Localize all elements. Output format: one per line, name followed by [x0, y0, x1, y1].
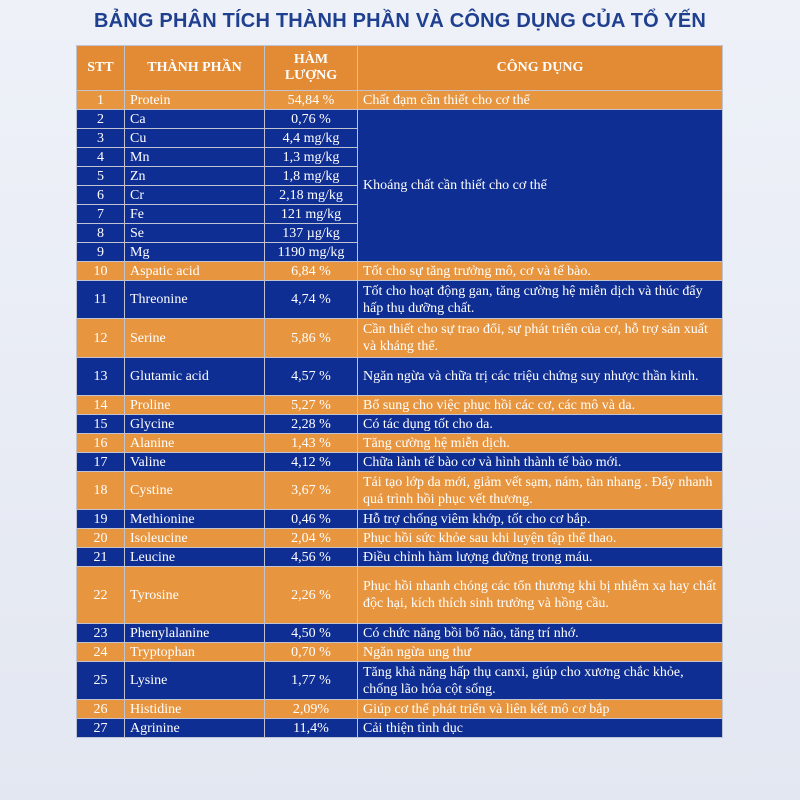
composition-table [76, 45, 723, 738]
row-stt: 25 [77, 662, 125, 700]
row-amount: 4,74 % [265, 281, 358, 319]
table-row [77, 281, 723, 319]
table-row [77, 700, 723, 719]
row-stt: 26 [77, 700, 125, 719]
row-amount: 4,50 % [265, 624, 358, 643]
row-component: Mg [125, 243, 265, 262]
row-use: Bổ sung cho việc phục hồi các cơ, các mô và da. [358, 396, 723, 415]
row-component: Cr [125, 186, 265, 205]
row-stt: 14 [77, 396, 125, 415]
table-row [77, 643, 723, 662]
row-stt: 1 [77, 91, 125, 110]
row-stt: 9 [77, 243, 125, 262]
row-component: Mn [125, 148, 265, 167]
row-use: Điều chỉnh hàm lượng đường trong máu. [358, 548, 723, 567]
row-component: Ca [125, 110, 265, 129]
row-use: Tốt cho hoạt động gan, tăng cường hệ miễn dịch và thúc đẩy hấp thụ dưỡng chất. [358, 281, 723, 319]
row-component: Fe [125, 205, 265, 224]
table-row [77, 624, 723, 643]
row-use: Tăng khả năng hấp thụ canxi, giúp cho xương chắc khỏe, chống lão hóa cột sống. [358, 662, 723, 700]
row-stt: 18 [77, 472, 125, 510]
row-stt: 21 [77, 548, 125, 567]
row-amount: 2,04 % [265, 529, 358, 548]
row-stt: 4 [77, 148, 125, 167]
row-use: Hỗ trợ chống viêm khớp, tốt cho cơ bắp. [358, 510, 723, 529]
row-component: Zn [125, 167, 265, 186]
row-component: Glycine [125, 415, 265, 434]
row-component: Agrinine [125, 719, 265, 738]
row-stt: 27 [77, 719, 125, 738]
row-use: Ngăn ngừa ung thư [358, 643, 723, 662]
row-use: Giúp cơ thể phát triển và liên kết mô cơ bắp [358, 700, 723, 719]
row-component: Tyrosine [125, 567, 265, 624]
table-body [77, 91, 723, 738]
row-use: Cần thiết cho sự trao đổi, sự phát triển của cơ, hỗ trợ sản xuất và kháng thể. [358, 319, 723, 358]
table-row [77, 262, 723, 281]
table-row [77, 453, 723, 472]
row-use: Chữa lành tế bào cơ và hình thành tế bào mới. [358, 453, 723, 472]
row-amount: 6,84 % [265, 262, 358, 281]
row-component: Histidine [125, 700, 265, 719]
row-component: Cystine [125, 472, 265, 510]
row-component: Isoleucine [125, 529, 265, 548]
row-amount: 4,12 % [265, 453, 358, 472]
row-stt: 20 [77, 529, 125, 548]
table-row [77, 510, 723, 529]
row-amount: 54,84 % [265, 91, 358, 110]
row-amount: 121 mg/kg [265, 205, 358, 224]
row-use: Có chức năng bồi bổ não, tăng trí nhớ. [358, 624, 723, 643]
table-row [77, 91, 723, 110]
table-row [77, 548, 723, 567]
table-row [77, 358, 723, 396]
row-stt: 13 [77, 358, 125, 396]
row-stt: 17 [77, 453, 125, 472]
row-amount: 1,43 % [265, 434, 358, 453]
page-title: BẢNG PHÂN TÍCH THÀNH PHẦN VÀ CÔNG DỤNG CỦA TỔ YẾN [93, 10, 707, 32]
table-row [77, 529, 723, 548]
table-row [77, 662, 723, 700]
row-amount: 0,70 % [265, 643, 358, 662]
row-amount: 4,56 % [265, 548, 358, 567]
row-amount: 137 µg/kg [265, 224, 358, 243]
row-amount: 4,4 mg/kg [265, 129, 358, 148]
row-component: Lysine [125, 662, 265, 700]
row-stt: 7 [77, 205, 125, 224]
row-component: Methionine [125, 510, 265, 529]
header-amount: HÀM LƯỢNG [265, 46, 358, 91]
row-stt: 12 [77, 319, 125, 358]
row-use: Phục hồi sức khỏe sau khi luyện tập thể thao. [358, 529, 723, 548]
row-component: Proline [125, 396, 265, 415]
table-row [77, 567, 723, 624]
header-name: THÀNH PHẦN [125, 46, 265, 91]
table-row [77, 319, 723, 358]
row-amount: 2,09% [265, 700, 358, 719]
row-stt: 23 [77, 624, 125, 643]
row-component: Tryptophan [125, 643, 265, 662]
row-amount: 1,8 mg/kg [265, 167, 358, 186]
row-component: Aspatic acid [125, 262, 265, 281]
row-use: Tăng cường hệ miễn dịch. [358, 434, 723, 453]
row-amount: 2,26 % [265, 567, 358, 624]
row-use: Cải thiện tình dục [358, 719, 723, 738]
row-amount: 2,18 mg/kg [265, 186, 358, 205]
row-component: Threonine [125, 281, 265, 319]
table-row [77, 434, 723, 453]
row-amount: 11,4% [265, 719, 358, 738]
row-component: Serine [125, 319, 265, 358]
row-amount: 1190 mg/kg [265, 243, 358, 262]
table-header-row [77, 46, 723, 91]
row-stt: 15 [77, 415, 125, 434]
row-amount: 2,28 % [265, 415, 358, 434]
row-stt: 24 [77, 643, 125, 662]
row-stt: 6 [77, 186, 125, 205]
row-amount: 3,67 % [265, 472, 358, 510]
table-row [77, 472, 723, 510]
row-amount: 1,77 % [265, 662, 358, 700]
row-stt: 3 [77, 129, 125, 148]
row-stt: 10 [77, 262, 125, 281]
row-component: Valine [125, 453, 265, 472]
row-use-minerals: Khoáng chất cần thiết cho cơ thể [358, 110, 723, 262]
row-component: Leucine [125, 548, 265, 567]
row-amount: 5,27 % [265, 396, 358, 415]
row-component: Protein [125, 91, 265, 110]
row-use: Phục hồi nhanh chóng các tổn thương khi bị nhiễm xạ hay chất độc hại, kích thích sinh trưởng và hồng cầu. [358, 567, 723, 624]
row-amount: 1,3 mg/kg [265, 148, 358, 167]
header-use: CÔNG DỤNG [358, 46, 723, 91]
row-stt: 5 [77, 167, 125, 186]
row-use: Tốt cho sự tăng trưởng mô, cơ và tế bào. [358, 262, 723, 281]
row-component: Phenylalanine [125, 624, 265, 643]
row-use: Có tác dụng tốt cho da. [358, 415, 723, 434]
row-stt: 22 [77, 567, 125, 624]
row-amount: 0,46 % [265, 510, 358, 529]
row-amount: 4,57 % [265, 358, 358, 396]
row-amount: 5,86 % [265, 319, 358, 358]
row-use: Tái tạo lớp da mới, giảm vết sạm, nám, tàn nhang . Đẩy nhanh quá trình hồi phục vết thương. [358, 472, 723, 510]
row-stt: 2 [77, 110, 125, 129]
table-row [77, 415, 723, 434]
table-row [77, 719, 723, 738]
header-stt: STT [77, 46, 125, 91]
row-stt: 16 [77, 434, 125, 453]
row-amount: 0,76 % [265, 110, 358, 129]
table-row [77, 396, 723, 415]
row-component: Glutamic acid [125, 358, 265, 396]
row-component: Cu [125, 129, 265, 148]
row-stt: 19 [77, 510, 125, 529]
row-stt: 11 [77, 281, 125, 319]
row-use: Ngăn ngừa và chữa trị các triệu chứng suy nhược thần kinh. [358, 358, 723, 396]
row-stt: 8 [77, 224, 125, 243]
table-row [77, 110, 723, 129]
row-use: Chất đạm cần thiết cho cơ thể [358, 91, 723, 110]
row-component: Se [125, 224, 265, 243]
row-component: Alanine [125, 434, 265, 453]
